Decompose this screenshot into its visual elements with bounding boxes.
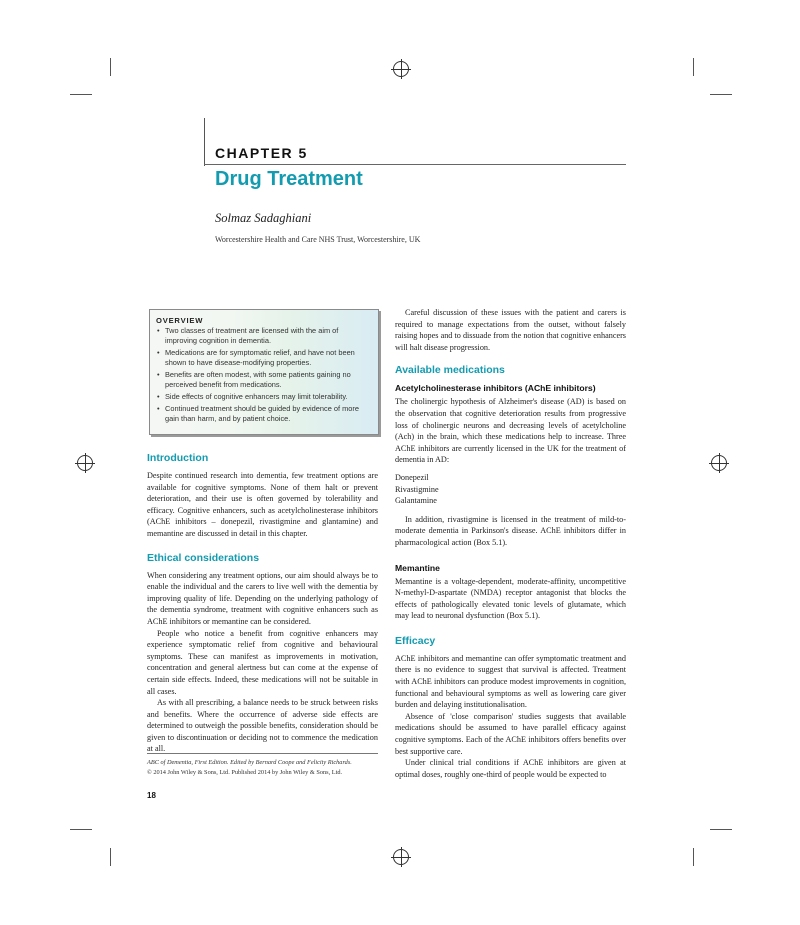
overview-item: • Medications are for symptomatic relief, and have not been shown to have disease-modifying properties. (156, 348, 372, 368)
registration-mark-icon (711, 455, 727, 471)
author-name: Solmaz Sadaghiani (215, 211, 312, 225)
left-column (147, 452, 378, 755)
section-heading-available-medications: Available medications (395, 364, 505, 377)
drug-list (395, 472, 626, 507)
page-number: 18 (147, 791, 156, 800)
chapter-rule (204, 164, 626, 165)
overview-title: OVERVIEW (156, 316, 204, 325)
footnote (147, 758, 383, 777)
drug-list-item: Donepezil (395, 472, 429, 482)
ethical-paragraph-2: People who notice a benefit from cognitive enhancers may experience symptomatic relief from cognitive and behavioural symptoms. These can manifest as improvements in motivation, concentration and general alertness but can come at the expense of certain side effects. Indeed, these medications will not be suitable in all cases. (147, 628, 378, 696)
efficacy-paragraph-3: Under clinical trial conditions if AChE inhibitors are given at optimal doses, roughly one-third of people would be expected to (395, 758, 626, 779)
subheading-ache-inhibitors: Acetylcholinesterase inhibitors (AChE inhibitors) (395, 383, 596, 394)
chapter-header-bar (204, 118, 205, 166)
chapter-label: CHAPTER 5 (215, 145, 308, 161)
efficacy-paragraph-2: Absence of 'close comparison' studies suggests that available medications should be assumed to have parallel efficacy against cognitive symptoms. Each of the AChE inhibitors offers benefits over best supportive care. (395, 711, 626, 756)
overview-item: • Continued treatment should be guided by evidence of more gain than harm, and by patient choice. (156, 404, 372, 424)
footnote-line-1: ABC of Dementia, First Edition. Edited by Bernard Coope and Felicity Richards. (147, 759, 352, 766)
section-heading-introduction: Introduction (147, 452, 209, 464)
overview-item: • Side effects of cognitive enhancers may limit tolerability. (156, 392, 372, 402)
crop-mark (710, 94, 732, 95)
crop-mark (70, 829, 92, 830)
section-heading-ethical: Ethical considerations (147, 551, 260, 564)
ache-paragraph-1: The cholinergic hypothesis of Alzheimer's disease (AD) is based on the observation that cognitive deterioration results from progressive loss of cholinergic neurons and decreasing levels of acetylcholine (Ach) in the brain, which these medications help to increase. Three AChE inhibitors are currently licensed in the UK for the treatment of dementia in AD: (395, 397, 626, 465)
overview-list (156, 326, 372, 426)
efficacy-paragraph-1: AChE inhibitors and memantine can offer symptomatic treatment and there is no evidence to suggest that survival is affected. Treatment with AChE inhibitors can produce modest improvements in cognition, functional and behavioural symptoms as well as lowering care giver burden and delaying institutionalisation. (395, 653, 626, 710)
author-affiliation: Worcestershire Health and Care NHS Trust, Worcestershire, UK (215, 235, 421, 244)
registration-mark-icon (393, 61, 409, 77)
registration-mark-icon (393, 849, 409, 865)
subheading-memantine: Memantine (395, 562, 440, 573)
overview-item: • Two classes of treatment are licensed with the aim of improving cognition in dementia. (156, 326, 372, 346)
introduction-paragraph: Despite continued research into dementia, few treatment options are available for cognitive symptoms. None of them halt or prevent deterioration, and their use is often governed by tolerability and efficacy. Cognitive enhancers, such as acetylcholinesterase inhibitors (AChE inhibitors – donepezil, rivastigmine and glantamine) and memantine are discussed in detail in this chapter. (147, 471, 378, 538)
ethical-paragraph-1: When considering any treatment options, our aim should always be to enable the individual and the carers to live well with the dementia by improving quality of life. Depending on the underlying pathology of the dementia syndrome, treatment with cognitive enhancers such as AChE inhibitors or memantine can be considered. (147, 570, 378, 626)
ache-paragraph-2: In addition, rivastigmine is licensed in the treatment of mild-to-moderate dementia in Parkinson's disease. AChE inhibitors differ in pharmacological action (Box 5.1). (395, 514, 626, 547)
drug-list-item: Galantamine (395, 496, 437, 506)
crop-mark (693, 58, 694, 76)
crop-mark (70, 94, 92, 95)
drug-list-item: Rivastigmine (395, 484, 439, 494)
footnote-rule (147, 753, 378, 754)
registration-mark-icon (77, 455, 93, 471)
section-heading-efficacy: Efficacy (395, 634, 436, 647)
memantine-paragraph: Memantine is a voltage-dependent, moderate-affinity, uncompetitive N-methyl-D-aspartate (NMDA) receptor antagonist that blocks the effects of pathologically elevated tonic levels of glutamate, which may lead to neuronal dysfunction (Box 5.1). (395, 576, 626, 621)
crop-mark (710, 829, 732, 830)
overview-box (149, 309, 379, 435)
ethical-paragraph-3: As with all prescribing, a balance needs to be struck between risks and benefits. Where the occurrence of adverse side effects are determined to outweigh the possible benefits, consideration should be given to discontinuation or deciding not to commence the medication at all. (147, 698, 378, 754)
crop-mark (110, 58, 111, 76)
chapter-title: Drug Treatment (215, 168, 363, 190)
footnote-line-2: © 2014 John Wiley & Sons, Ltd. Published 2014 by John Wiley & Sons, Ltd. (147, 768, 343, 776)
discussion-paragraph: Careful discussion of these issues with the patient and carers is required to manage expectations from the outset, without falsely raising hopes and to dissuade from the notion that cognitive enhancers will halt disease progression. (395, 308, 626, 352)
right-column (395, 307, 626, 780)
overview-item: • Benefits are often modest, with some patients gaining no perceived benefit from medications. (156, 370, 372, 390)
crop-mark (693, 848, 694, 866)
crop-mark (110, 848, 111, 866)
